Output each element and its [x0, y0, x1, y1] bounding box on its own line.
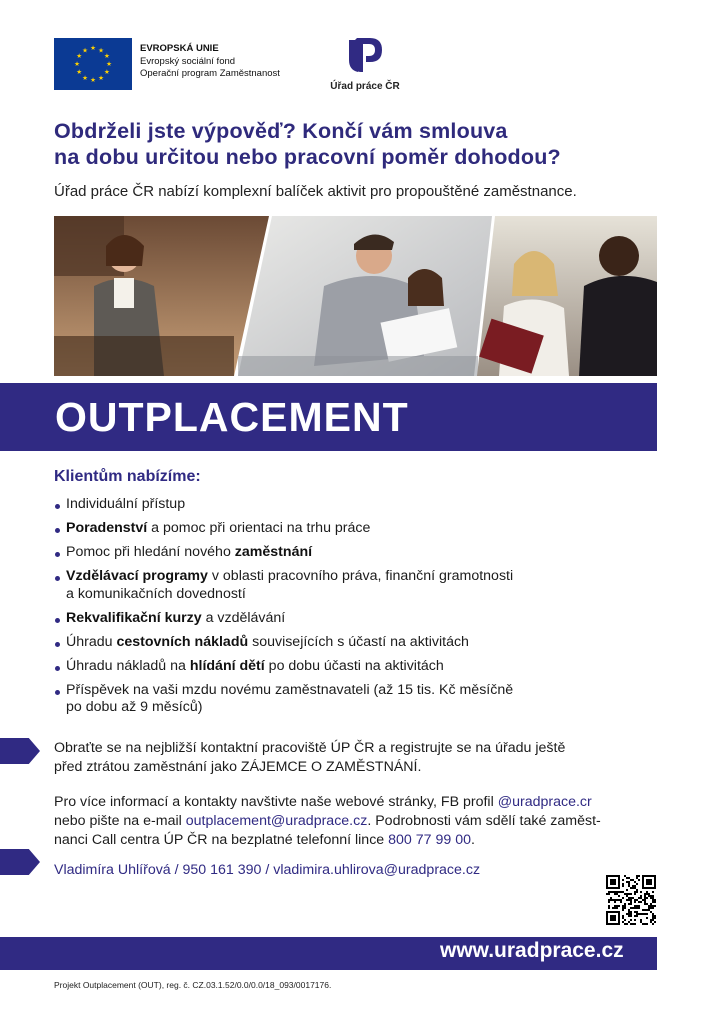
info-text-part: Pro více informací a kontakty navštivte naše webové stránky, FB profil — [54, 794, 498, 810]
qr-module — [610, 897, 612, 899]
qr-module — [630, 913, 632, 915]
qr-module — [634, 893, 636, 895]
qr-module — [626, 895, 628, 897]
qr-module — [628, 885, 630, 887]
qr-module — [652, 897, 654, 899]
eu-line-2: Evropský sociální fond — [140, 55, 236, 67]
qr-module — [608, 905, 610, 907]
qr-module — [648, 909, 650, 911]
qr-module — [620, 891, 622, 893]
qr-module — [654, 905, 656, 907]
qr-module — [638, 879, 640, 881]
qr-module — [652, 913, 654, 915]
eu-star-icon: ★ — [82, 47, 88, 55]
qr-module — [652, 915, 654, 917]
eu-stars-icon — [54, 38, 132, 90]
qr-module — [650, 921, 652, 923]
qr-module — [650, 897, 652, 899]
list-item — [54, 682, 654, 717]
item-text: po dobu účasti na aktivitách — [264, 657, 444, 674]
qr-module — [624, 905, 626, 907]
qr-module — [646, 897, 648, 899]
item-text: Příspěvek na vaši mzdu novému zaměstnavateli (až 15 tis. Kč měsíčně — [66, 681, 514, 698]
qr-module — [644, 913, 646, 915]
info-text-part: nanci Call centra ÚP ČR na bezplatné telefonní lince — [54, 832, 389, 848]
eu-star-icon: ★ — [98, 75, 104, 83]
qr-module — [636, 907, 638, 909]
item-bold: zaměstnání — [234, 544, 313, 560]
qr-module — [654, 915, 656, 917]
qr-module — [628, 921, 630, 923]
qr-module — [636, 913, 638, 915]
qr-module — [626, 899, 628, 901]
arrow-icon — [0, 738, 40, 764]
qr-module — [644, 897, 646, 899]
qr-module — [608, 893, 610, 895]
qr-module — [644, 923, 646, 925]
qr-module — [606, 893, 608, 895]
info-text-part: . — [470, 832, 475, 848]
qr-module — [634, 905, 636, 907]
qr-module — [618, 905, 620, 907]
project-reference: Projekt Outplacement (OUT), reg. č. CZ.03.1.52/0.0/0.0/18_093/0017176. — [54, 980, 332, 990]
qr-module — [630, 879, 632, 881]
qr-module — [618, 899, 620, 901]
qr-module — [640, 919, 642, 921]
list-item — [54, 544, 654, 562]
qr-module — [650, 911, 652, 913]
qr-module — [618, 891, 620, 893]
qr-module — [654, 921, 656, 923]
qr-module — [630, 899, 632, 901]
item-text: Úhradu — [66, 633, 117, 650]
qr-module — [622, 891, 624, 893]
qr-module — [608, 899, 610, 901]
qr-module — [628, 899, 630, 901]
qr-module — [640, 901, 642, 903]
qr-module — [624, 893, 626, 895]
qr-module — [630, 903, 632, 905]
qr-module — [636, 899, 638, 901]
qr-module — [628, 903, 630, 905]
list-item — [54, 520, 654, 538]
item-bold: Poradenství — [66, 520, 148, 536]
qr-module — [614, 891, 616, 893]
qr-module — [642, 909, 644, 911]
qr-module — [622, 897, 624, 899]
qr-module — [622, 885, 624, 887]
item-bold: cestovních nákladů — [116, 633, 249, 650]
qr-module — [626, 889, 628, 891]
qr-module — [612, 891, 614, 893]
info-line-1 — [54, 793, 669, 812]
qr-module — [628, 881, 630, 883]
qr-module — [636, 905, 638, 907]
qr-module — [652, 923, 654, 925]
eu-star-icon: ★ — [74, 61, 80, 69]
register-line-1: Obraťte se na nejbližší kontaktní pracoviště ÚP ČR a registrujte se na úřadu ještě — [54, 740, 566, 756]
qr-module — [648, 893, 650, 895]
qr-module — [644, 899, 646, 901]
page-headline — [54, 118, 694, 170]
qr-module — [628, 877, 630, 879]
register-text — [54, 739, 664, 777]
qr-module — [636, 891, 638, 893]
qr-module — [628, 897, 630, 899]
qr-module — [654, 899, 656, 901]
qr-module — [622, 905, 624, 907]
qr-module — [632, 923, 634, 925]
qr-module — [646, 879, 652, 885]
eu-star-icon: ★ — [103, 69, 110, 77]
qr-module — [628, 911, 630, 913]
info-text-part: nebo pište na e-mail — [54, 813, 186, 829]
item-bold: Rekvalifikační kurzy — [66, 609, 202, 626]
info-line-2 — [54, 812, 669, 831]
qr-module — [630, 897, 632, 899]
eu-star-icon: ★ — [76, 69, 83, 77]
qr-module — [632, 879, 634, 881]
qr-module — [616, 899, 618, 901]
register-line-2: před ztrátou zaměstnání jako ZÁJEMCE O ZAMĚSTNÁNÍ. — [54, 759, 422, 775]
qr-module — [630, 893, 632, 895]
page-subtitle: Úřad práce ČR nabízí komplexní balíček aktivit pro propouštěné zaměstnance. — [54, 183, 577, 200]
qr-module — [622, 917, 624, 919]
qr-module — [608, 891, 610, 893]
qr-module — [630, 915, 632, 917]
qr-module — [652, 901, 654, 903]
up-logo — [326, 36, 404, 92]
qr-module — [652, 905, 654, 907]
headline-line-2: na dobu určitou nebo pracovní poměr dohodou? — [54, 145, 561, 169]
item-text: v oblasti pracovního práva, finanční gramotnosti — [207, 568, 514, 584]
qr-module — [616, 907, 618, 909]
qr-module — [612, 907, 614, 909]
up-logo-icon — [345, 36, 385, 74]
qr-module — [626, 877, 628, 879]
qr-module — [610, 891, 612, 893]
eu-funding-text — [140, 43, 280, 81]
qr-module — [644, 893, 646, 895]
qr-module — [616, 893, 618, 895]
qr-module — [654, 917, 656, 919]
qr-module — [628, 913, 630, 915]
website-link[interactable]: www.uradprace.cz — [440, 939, 624, 962]
qr-module — [622, 909, 624, 911]
qr-module — [614, 893, 616, 895]
qr-module — [628, 893, 630, 895]
qr-module — [622, 883, 624, 885]
qr-module — [622, 915, 624, 917]
qr-module — [636, 883, 638, 885]
qr-module — [618, 895, 620, 897]
qr-module — [644, 895, 646, 897]
qr-module — [620, 901, 622, 903]
phone-link[interactable]: 800 77 99 00 — [388, 832, 471, 848]
item-text-line2: po dobu až 9 měsíců) — [66, 699, 203, 715]
eu-flag-icon — [54, 38, 132, 90]
qr-module — [616, 905, 618, 907]
item-text: a vzdělávání — [201, 609, 286, 626]
item-text: a pomoc při orientaci na trhu práce — [147, 520, 371, 536]
qr-module — [624, 907, 626, 909]
qr-module — [634, 907, 636, 909]
qr-module — [634, 881, 636, 883]
qr-module — [642, 913, 644, 915]
qr-module — [630, 901, 632, 903]
qr-module — [652, 919, 654, 921]
qr-module — [648, 907, 650, 909]
facebook-link[interactable]: @uradprace.cr — [497, 794, 592, 810]
qr-module — [636, 875, 638, 877]
contact-person[interactable]: Vladimíra Uhlířová / 950 161 390 / vladimira.uhlirova@uradprace.cz — [54, 862, 481, 878]
qr-module — [630, 887, 632, 889]
qr-module — [646, 891, 648, 893]
headline-line-1: Obdrželi jste výpověď? Končí vám smlouva — [54, 119, 508, 143]
qr-module — [634, 923, 636, 925]
qr-module — [650, 903, 652, 905]
qr-module — [634, 901, 636, 903]
qr-module — [646, 903, 648, 905]
eu-star-icon: ★ — [82, 75, 88, 83]
qr-module — [634, 915, 636, 917]
info-text — [54, 793, 669, 850]
qr-module — [626, 913, 628, 915]
list-item — [54, 568, 654, 603]
qr-module — [608, 901, 610, 903]
qr-module — [646, 893, 648, 895]
qr-module — [634, 891, 636, 893]
item-text: Úhradu nákladů na — [66, 657, 190, 674]
qr-module — [624, 919, 626, 921]
banner-title: OUTPLACEMENT — [55, 394, 409, 440]
qr-module — [642, 899, 644, 901]
list-item — [54, 658, 654, 676]
qr-module — [650, 895, 652, 897]
qr-module — [646, 917, 648, 919]
qr-module — [614, 905, 616, 907]
qr-module — [652, 917, 654, 919]
qr-module — [640, 895, 642, 897]
qr-module — [634, 919, 636, 921]
qr-module — [640, 921, 642, 923]
qr-module — [638, 913, 640, 915]
item-text: Individuální přístup — [66, 496, 186, 512]
qr-module — [610, 915, 616, 921]
qr-module — [614, 899, 616, 901]
qr-module — [650, 907, 652, 909]
qr-module — [640, 913, 642, 915]
qr-module — [646, 909, 648, 911]
eu-line-1: EVROPSKÁ UNIE — [140, 43, 219, 54]
info-line-3 — [54, 831, 669, 850]
qr-module — [614, 901, 616, 903]
qr-code-image — [606, 875, 656, 925]
qr-module — [620, 899, 622, 901]
qr-module — [646, 913, 648, 915]
info-text-part: . Podrobnosti vám sdělí také zaměst- — [367, 813, 601, 829]
qr-module — [654, 901, 656, 903]
qr-module — [626, 923, 628, 925]
qr-module — [636, 889, 638, 891]
qr-module — [648, 905, 650, 907]
qr-module — [636, 915, 638, 917]
qr-module — [638, 907, 640, 909]
qr-module — [628, 883, 630, 885]
qr-module — [624, 923, 626, 925]
qr-module — [646, 923, 648, 925]
qr-module — [628, 915, 630, 917]
eu-star-icon: ★ — [90, 77, 96, 85]
qr-module — [630, 907, 632, 909]
qr-module — [626, 893, 628, 895]
item-bold: hlídání dětí — [189, 657, 265, 674]
qr-module — [652, 891, 654, 893]
qr-module — [630, 919, 632, 921]
qr-module — [610, 899, 612, 901]
qr-module — [636, 911, 638, 913]
qr-module — [624, 875, 626, 877]
qr-module — [624, 903, 626, 905]
qr-module — [648, 895, 650, 897]
photo-collage-image — [54, 216, 657, 376]
list-item — [54, 496, 654, 514]
qr-module — [638, 905, 640, 907]
qr-module — [622, 907, 624, 909]
qr-module — [616, 891, 618, 893]
eu-star-icon: ★ — [76, 53, 83, 61]
qr-module — [640, 891, 642, 893]
qr-module — [614, 907, 616, 909]
qr-module — [640, 897, 642, 899]
item-text: Pomoc při hledání nového — [66, 544, 235, 560]
qr-module — [632, 897, 634, 899]
qr-module — [650, 905, 652, 907]
qr-module — [632, 907, 634, 909]
item-bold: Vzdělávací programy — [66, 568, 208, 584]
qr-module — [630, 923, 632, 925]
list-item — [54, 610, 654, 628]
qr-module — [622, 879, 624, 881]
eu-line-3: Operační program Zaměstnanost — [140, 68, 280, 79]
qr-module — [644, 901, 646, 903]
qr-module — [642, 923, 644, 925]
offer-title: Klientům nabízíme: — [54, 468, 201, 485]
qr-module — [612, 899, 614, 901]
qr-module — [650, 919, 652, 921]
qr-module — [634, 885, 636, 887]
qr-module — [608, 907, 610, 909]
qr-module — [652, 899, 654, 901]
item-text-line2: a komunikačních dovedností — [66, 585, 246, 602]
list-item — [54, 634, 654, 652]
qr-module — [626, 881, 628, 883]
qr-module — [632, 885, 634, 887]
qr-module — [630, 911, 632, 913]
qr-module — [628, 909, 630, 911]
email-link[interactable]: outplacement@uradprace.cz — [185, 813, 368, 829]
arrow-icon — [0, 849, 40, 875]
eu-star-icon: ★ — [98, 47, 104, 55]
qr-module — [632, 887, 634, 889]
qr-module — [634, 911, 636, 913]
qr-module — [636, 877, 638, 879]
benefit-list — [54, 496, 654, 723]
qr-module — [610, 879, 616, 885]
qr-module — [644, 903, 646, 905]
qr-module — [638, 897, 640, 899]
qr-module — [634, 899, 636, 901]
qr-module — [634, 887, 636, 889]
eu-star-icon: ★ — [90, 45, 96, 53]
qr-code-icon[interactable] — [606, 875, 656, 925]
qr-module — [652, 895, 654, 897]
qr-module — [652, 907, 654, 909]
qr-module — [638, 875, 640, 877]
agency-name: Úřad práce ČR — [330, 81, 400, 92]
eu-star-icon: ★ — [106, 61, 112, 69]
item-text: souvisejících s účastí na aktivitách — [248, 633, 469, 650]
qr-module — [638, 901, 640, 903]
photo-strip — [54, 216, 657, 376]
qr-module — [622, 921, 624, 923]
eu-star-icon: ★ — [103, 53, 110, 61]
qr-module — [644, 909, 646, 911]
